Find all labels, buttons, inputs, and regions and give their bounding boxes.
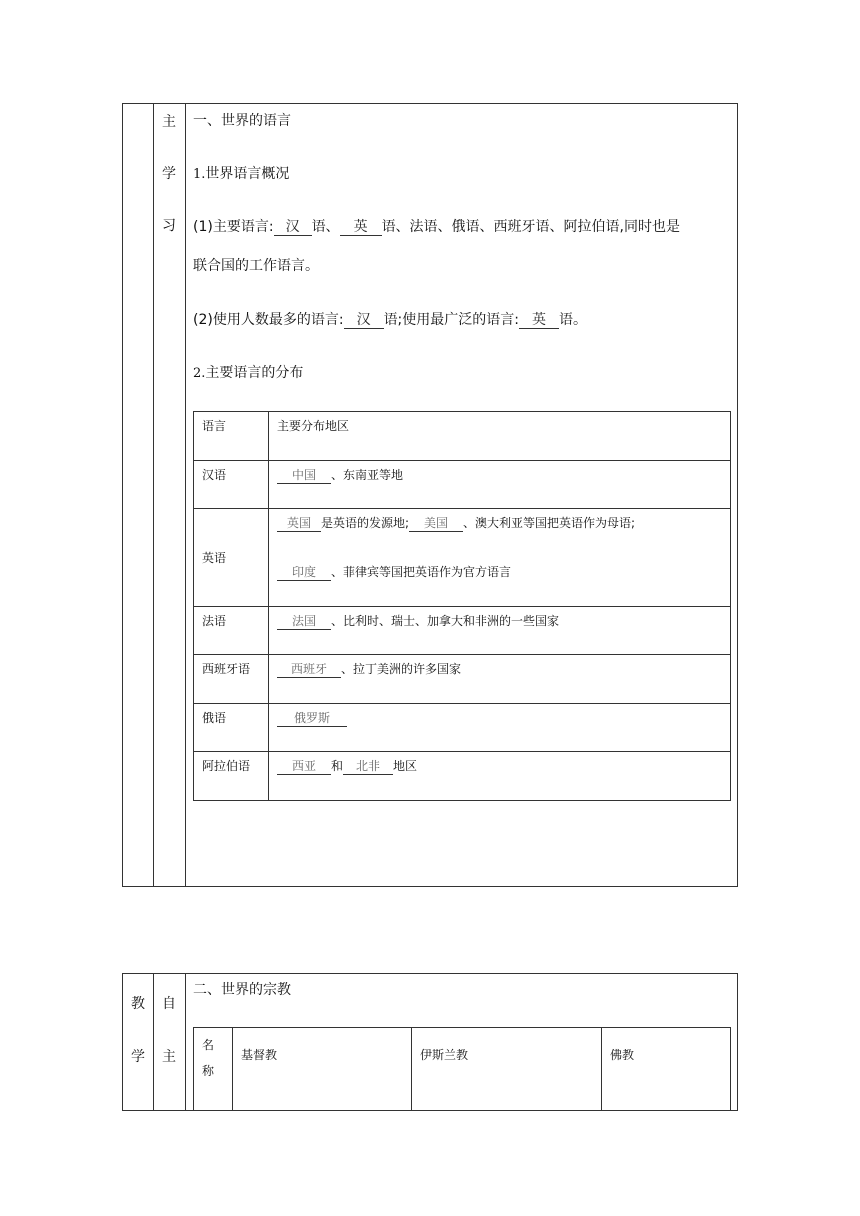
answer-blank: 英	[340, 219, 382, 236]
answer-blank: 北非	[343, 758, 393, 775]
name-label-char: 称	[202, 1064, 215, 1078]
text-segment: 、东南亚等地	[331, 468, 404, 482]
side-label-char: 学	[162, 166, 176, 182]
religion-table	[193, 1027, 731, 1111]
region-line	[277, 564, 722, 581]
header-cell: 基督教	[233, 1028, 412, 1111]
column-divider	[185, 104, 186, 886]
region-cell	[269, 752, 731, 801]
main-languages-line	[193, 218, 680, 236]
subsection-text: 世界语言概况	[205, 166, 290, 182]
column-divider	[153, 974, 154, 1110]
table-row	[194, 509, 731, 607]
header-cell: 佛教	[602, 1028, 731, 1111]
text-segment: 是英语的发源地;	[321, 516, 410, 530]
main-languages-line-2: 联合国的工作语言。	[193, 258, 319, 274]
answer-blank: 西亚	[277, 758, 331, 775]
table-row	[194, 1028, 731, 1111]
language-cell: 汉语	[194, 461, 269, 509]
header-cell: 语言	[194, 412, 269, 461]
text-segment: 语。	[559, 312, 587, 328]
table-row	[194, 752, 731, 801]
table-row	[194, 655, 731, 704]
side-label-char: 主	[162, 1049, 176, 1065]
answer-blank: 英国	[277, 515, 321, 532]
answer-blank: 汉	[274, 219, 312, 236]
section-title: 二、世界的宗教	[193, 982, 291, 998]
region-cell	[269, 509, 731, 607]
language-cell: 俄语	[194, 704, 269, 752]
region-cell	[269, 607, 731, 655]
text-segment: 语、法语、俄语、西班牙语、阿拉伯语,同时也是	[381, 219, 681, 235]
text-segment: 语;使用最广泛的语言:	[383, 312, 519, 328]
region-cell	[269, 704, 731, 752]
header-cell	[194, 1028, 233, 1111]
region-cell	[269, 461, 731, 509]
language-cell: 阿拉伯语	[194, 752, 269, 801]
answer-blank: 法国	[277, 613, 331, 630]
text-segment: (2)使用人数最多的语言:	[193, 312, 344, 328]
language-distribution-table	[193, 411, 731, 801]
text-segment: 和	[331, 759, 344, 773]
text-segment: 地区	[393, 759, 418, 773]
region-line	[277, 515, 722, 532]
header-cell: 伊斯兰教	[412, 1028, 602, 1111]
study-table	[122, 103, 738, 887]
answer-blank: 英	[519, 312, 559, 329]
column-divider	[185, 974, 186, 1110]
subsection-text: 主要语言的分布	[205, 365, 304, 381]
subsection-number: 2.	[193, 366, 206, 381]
section-title: 一、世界的语言	[193, 113, 291, 129]
answer-blank: 美国	[409, 515, 463, 532]
most-used-language-line	[193, 311, 587, 329]
language-cell: 西班牙语	[194, 655, 269, 704]
language-cell: 英语	[194, 509, 269, 607]
side-label-char: 自	[162, 996, 176, 1012]
text-segment: 、菲律宾等国把英语作为官方语言	[331, 565, 512, 579]
column-divider	[153, 104, 154, 886]
table-row	[194, 412, 731, 461]
text-segment: (1)主要语言:	[193, 219, 274, 235]
answer-blank: 中国	[277, 467, 331, 484]
side-label-char: 学	[131, 1049, 145, 1065]
answer-blank: 西班牙	[277, 661, 341, 678]
subsection-title	[193, 364, 303, 383]
text-segment: 、拉丁美洲的许多国家	[341, 662, 462, 676]
answer-blank: 印度	[277, 564, 331, 581]
language-cell: 法语	[194, 607, 269, 655]
side-label-char: 习	[162, 218, 176, 234]
table-row	[194, 704, 731, 752]
side-label-char: 教	[131, 996, 145, 1012]
side-label-char: 主	[162, 114, 176, 130]
name-label-char: 名	[202, 1038, 215, 1052]
answer-blank: 汉	[344, 312, 384, 329]
table-row	[194, 607, 731, 655]
table-row	[194, 461, 731, 509]
teaching-table	[122, 973, 738, 1111]
header-cell: 主要分布地区	[269, 412, 731, 461]
subsection-title	[193, 165, 289, 184]
text-segment: 、澳大利亚等国把英语作为母语;	[463, 516, 636, 530]
answer-blank: 俄罗斯	[277, 710, 347, 727]
text-segment: 、比利时、瑞士、加拿大和非洲的一些国家	[331, 614, 560, 628]
region-cell	[269, 655, 731, 704]
text-segment: 语、	[311, 219, 340, 235]
subsection-number: 1.	[193, 167, 206, 182]
